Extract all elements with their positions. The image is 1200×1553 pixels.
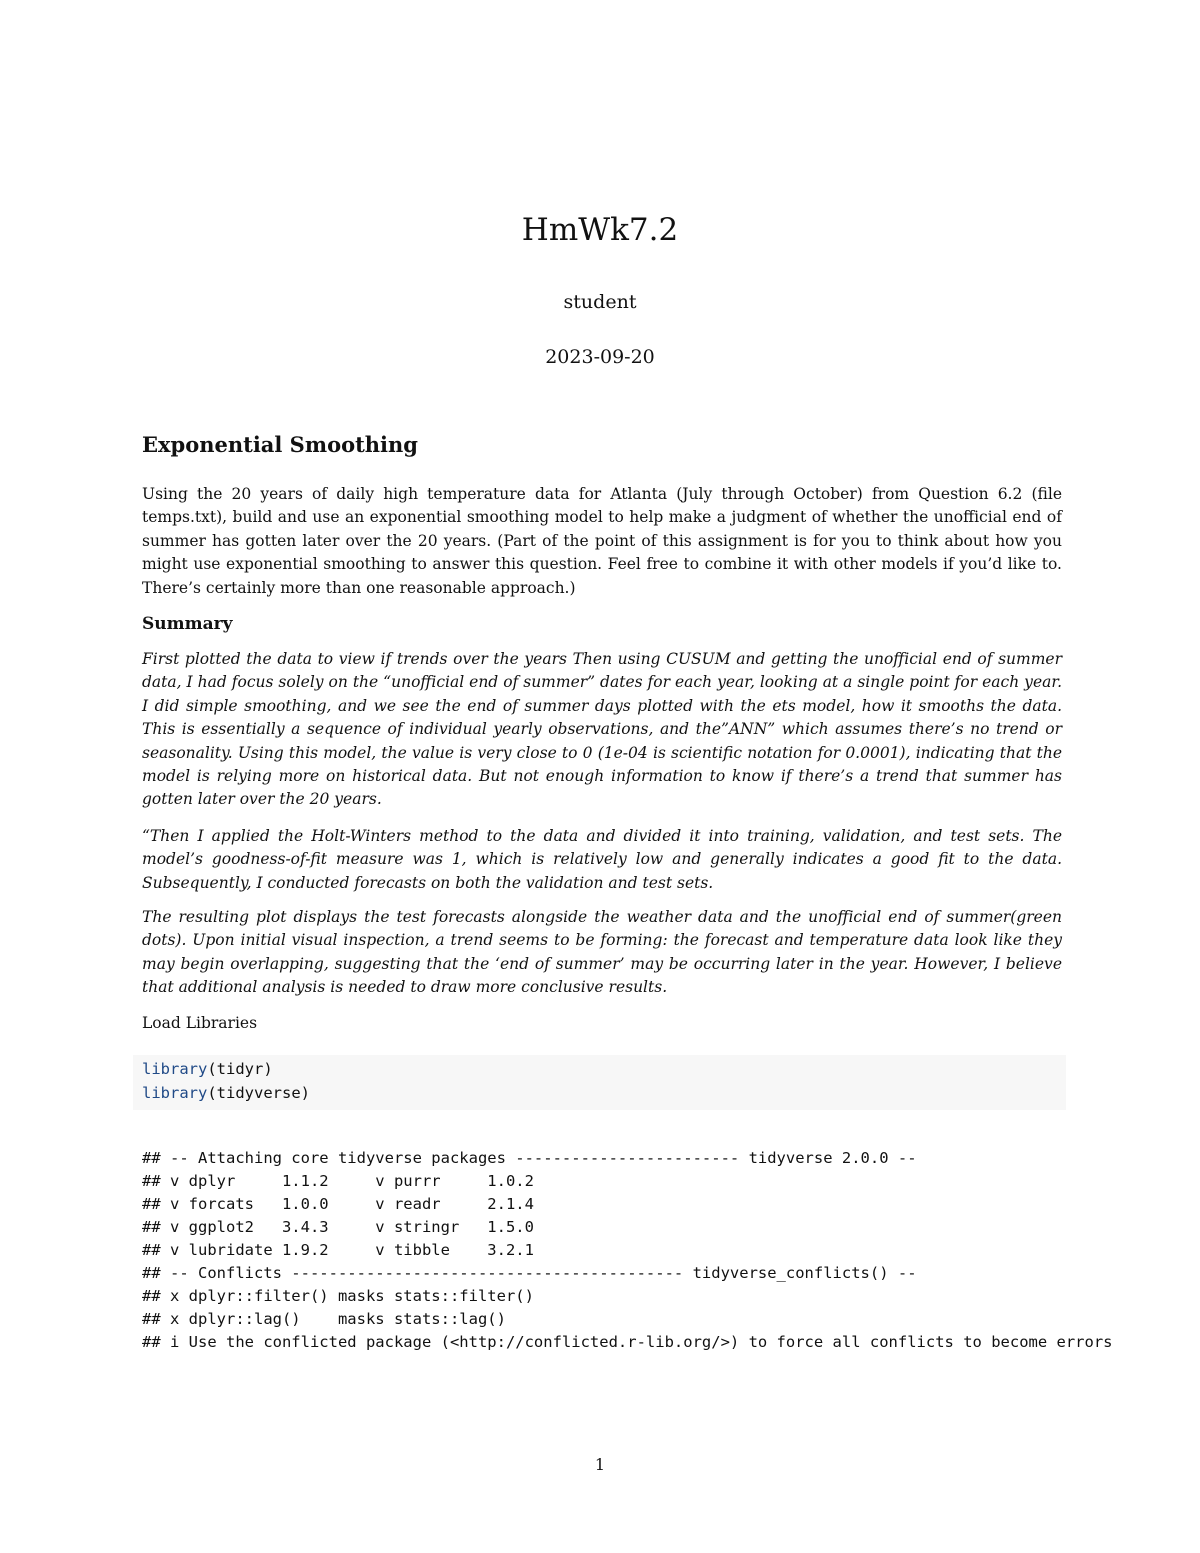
- section-heading: Exponential Smoothing: [142, 432, 418, 457]
- summary-heading: Summary: [142, 614, 233, 634]
- code-function: library: [142, 1060, 208, 1078]
- console-output-line: ## v ggplot2 3.4.3 v stringr 1.5.0: [142, 1218, 534, 1236]
- page-number: 1: [594, 1455, 606, 1474]
- load-libraries-label: Load Libraries: [142, 1014, 258, 1032]
- console-output-line: ## -- Attaching core tidyverse packages ------------------------ tidyverse 2.0.0 --: [142, 1149, 917, 1167]
- code-function: library: [142, 1084, 208, 1102]
- intro-paragraph: Using the 20 years of daily high temperature data for Atlanta (July through October) from Question 6.2 (file temps.txt), build and use an exponential smoothing model to help make a judgment of whether the unofficial end of summer has gotten later over the 20 years. (Part of the point of this assignment is for you to think about how you might use exponential smoothing to answer this question. Feel free to combine it with other models if you’d like to. There’s certainly more than one reasonable approach.): [142, 485, 1062, 597]
- console-output-line: ## v forcats 1.0.0 v readr 2.1.4: [142, 1195, 534, 1213]
- summary-paragraph-3: The resulting plot displays the test forecasts alongside the weather data and the unofficial end of summer(green dots). Upon initial visual inspection, a trend seems to be forming: the forecast and temperature data look like they may begin overlapping, suggesting that the ‘end of summer’ may be occurring later in the year. However, I believe that additional analysis is needed to draw more conclusive results.: [142, 908, 1062, 997]
- document-author: student: [563, 291, 637, 313]
- console-output-line: ## v lubridate 1.9.2 v tibble 3.2.1: [142, 1241, 534, 1259]
- console-output-line: ## v dplyr 1.1.2 v purrr 1.0.2: [142, 1172, 534, 1190]
- code-argument: (tidyverse): [207, 1084, 310, 1102]
- document-date: 2023-09-20: [545, 346, 655, 368]
- summary-paragraph-1: First plotted the data to view if trends over the years Then using CUSUM and getting the unofficial end of summer data, I had focus solely on the “unofficial end of summer” dates for each year, looking at a single point for each year. I did simple smoothing, and we see the end of summer days plotted with the ets model, how it smooths the data. This is essentially a sequence of individual yearly observations, and the”ANN” which assumes there’s no trend or seasonality. Using this model, the value is very close to 0 (1e-04 is scientific notation for 0.0001), indicating that the model is relying more on historical data. But not enough information to know if there’s a trend that summer has gotten later over the 20 years.: [142, 650, 1062, 809]
- document-title: HmWk7.2: [521, 212, 679, 248]
- console-output-line: ## i Use the conflicted package (<http://conflicted.r-lib.org/>) to force all conflicts to become errors: [142, 1333, 1113, 1351]
- console-output-line: ## x dplyr::filter() masks stats::filter(): [142, 1287, 534, 1305]
- console-output-line: ## x dplyr::lag() masks stats::lag(): [142, 1310, 506, 1328]
- summary-paragraph-2: “Then I applied the Holt-Winters method to the data and divided it into training, validation, and test sets. The model’s goodness-of-fit measure was 1, which is relatively low and generally indicates a good fit to the data. Subsequently, I conducted forecasts on both the validation and test sets.: [142, 827, 1062, 892]
- console-output-line: ## -- Conflicts ------------------------------------------ tidyverse_conflicts() --: [142, 1264, 917, 1282]
- code-argument: (tidyr): [207, 1060, 273, 1078]
- code-line: [142, 1060, 273, 1078]
- code-line: [142, 1084, 310, 1102]
